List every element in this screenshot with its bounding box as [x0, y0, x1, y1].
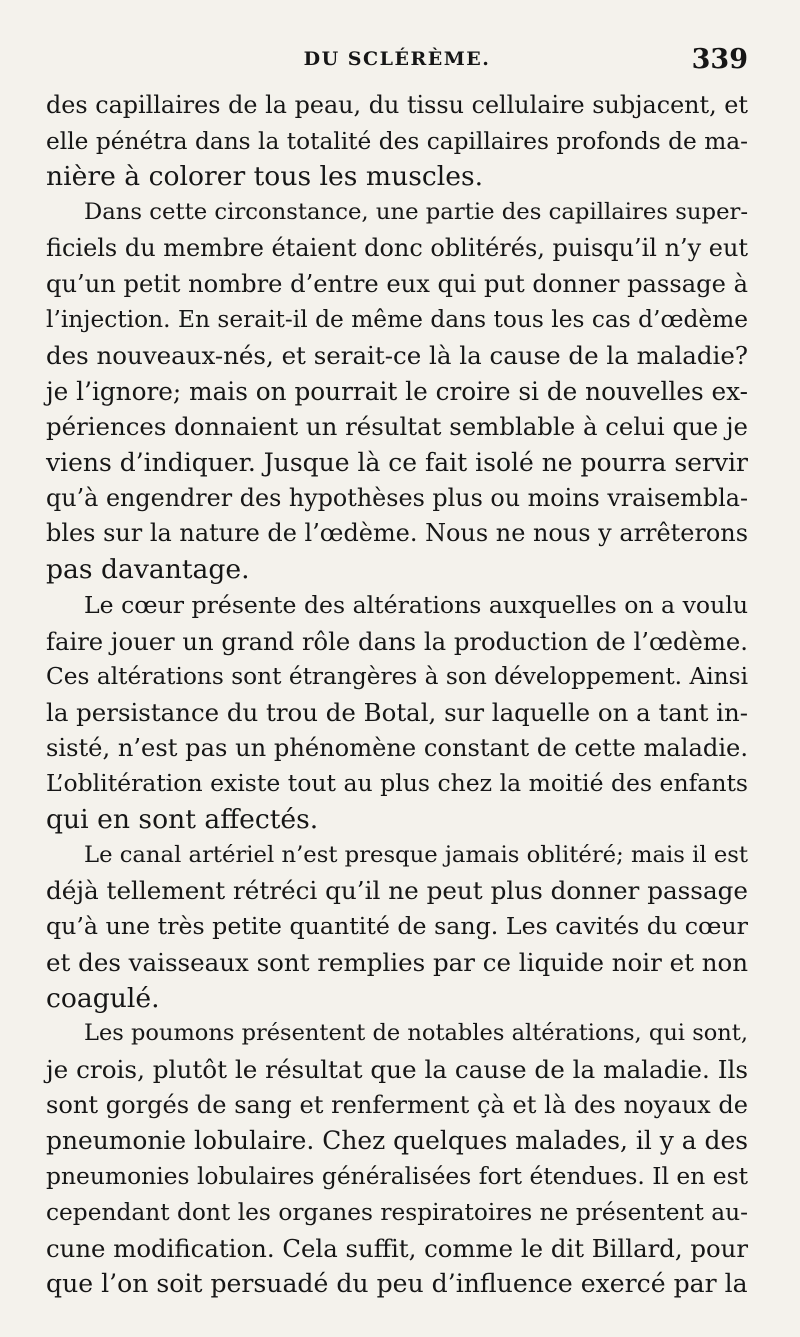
paragraph: [46, 195, 748, 588]
text-line: je l’ignore; mais on pourrait le croire si de nouvelles ex-: [46, 376, 748, 406]
text-line: L’oblitération existe tout au plus chez la moitié des enfants: [46, 769, 748, 798]
paragraph: [46, 88, 748, 195]
text-line: Les poumons présentent de notables altérations, qui sont,: [84, 1020, 748, 1047]
text-line: déjà tellement rétréci qu’il ne peut plus donner passage: [46, 876, 748, 906]
text-line: qu’un petit nombre d’entre eux qui put donner passage à: [46, 269, 748, 298]
text-line: bles sur la nature de l’œdème. Nous ne nous y arrêterons: [46, 519, 748, 548]
text-line: je crois, plutôt le résultat que la cause de la maladie. Ils: [46, 1054, 748, 1084]
text-line: que l’on soit persuadé du peu d’influence exercé par la: [46, 1269, 748, 1299]
text-line: et des vaisseaux sont remplies par ce liquide noir et non: [46, 947, 749, 977]
text-line: qu’à une très petite quantité de sang. Les cavités du cœur: [46, 912, 748, 941]
page-number: 339: [691, 44, 748, 75]
page-header: [46, 34, 748, 88]
text-line: des nouveaux-nés, et serait-ce là la cause de la maladie?: [46, 340, 748, 370]
text-line: Ces altérations sont étrangères à son développement. Ainsi: [46, 663, 748, 691]
text-line: Dans cette circonstance, une partie des capillaires super-: [84, 199, 749, 226]
text-line: périences donnaient un résultat semblable à celui que je: [46, 412, 749, 442]
text-line: qu’à engendrer des hypothèses plus ou moins vraisembla-: [46, 483, 748, 512]
text-line: sont gorgés de sang et renferment çà et là des noyaux de: [46, 1090, 748, 1119]
text-line: coagulé.: [46, 982, 160, 1014]
paragraph: [46, 838, 748, 1017]
body-text: [46, 88, 748, 1302]
text-line: Le canal artériel n’est presque jamais oblitéré; mais il est: [84, 841, 749, 868]
paragraph: [46, 1016, 748, 1302]
text-line: qui en sont affectés.: [46, 804, 319, 836]
text-line: viens d’indiquer. Jusque là ce fait isolé ne pourra servir: [46, 448, 748, 478]
text-line: cune modification. Cela suffit, comme le dit Billard, pour: [46, 1233, 748, 1263]
text-line: pas davantage.: [46, 554, 250, 586]
running-title: DU SCLÉRÈME.: [303, 48, 491, 70]
text-line: l’injection. En serait-il de même dans tous les cas d’œdème: [46, 306, 748, 334]
text-line: sisté, n’est pas un phénomène constant de cette maladie.: [46, 733, 748, 762]
text-line: Le cœur présente des altérations auxquelles on a voulu: [84, 590, 748, 619]
text-line: pneumonies lobulaires généralisées fort étendues. Il en est: [46, 1162, 748, 1191]
text-line: ficiels du membre étaient donc oblitérés, puisqu’il n’y eut: [46, 233, 749, 262]
text-line: la persistance du trou de Botal, sur laquelle on a tant in-: [46, 697, 748, 727]
text-line: faire jouer un grand rôle dans la production de l’œdème.: [46, 626, 748, 656]
text-line: elle pénétra dans la totalité des capillaires profonds de ma-: [46, 127, 748, 155]
text-line: nière à colorer tous les muscles.: [46, 161, 484, 193]
text-line: pneumonie lobulaire. Chez quelques malades, il y a des: [46, 1126, 748, 1156]
text-line: des capillaires de la peau, du tissu cellulaire subjacent, et: [46, 91, 748, 119]
paragraph: [46, 588, 748, 838]
text-line: cependant dont les organes respiratoires ne présentent au-: [46, 1198, 748, 1226]
